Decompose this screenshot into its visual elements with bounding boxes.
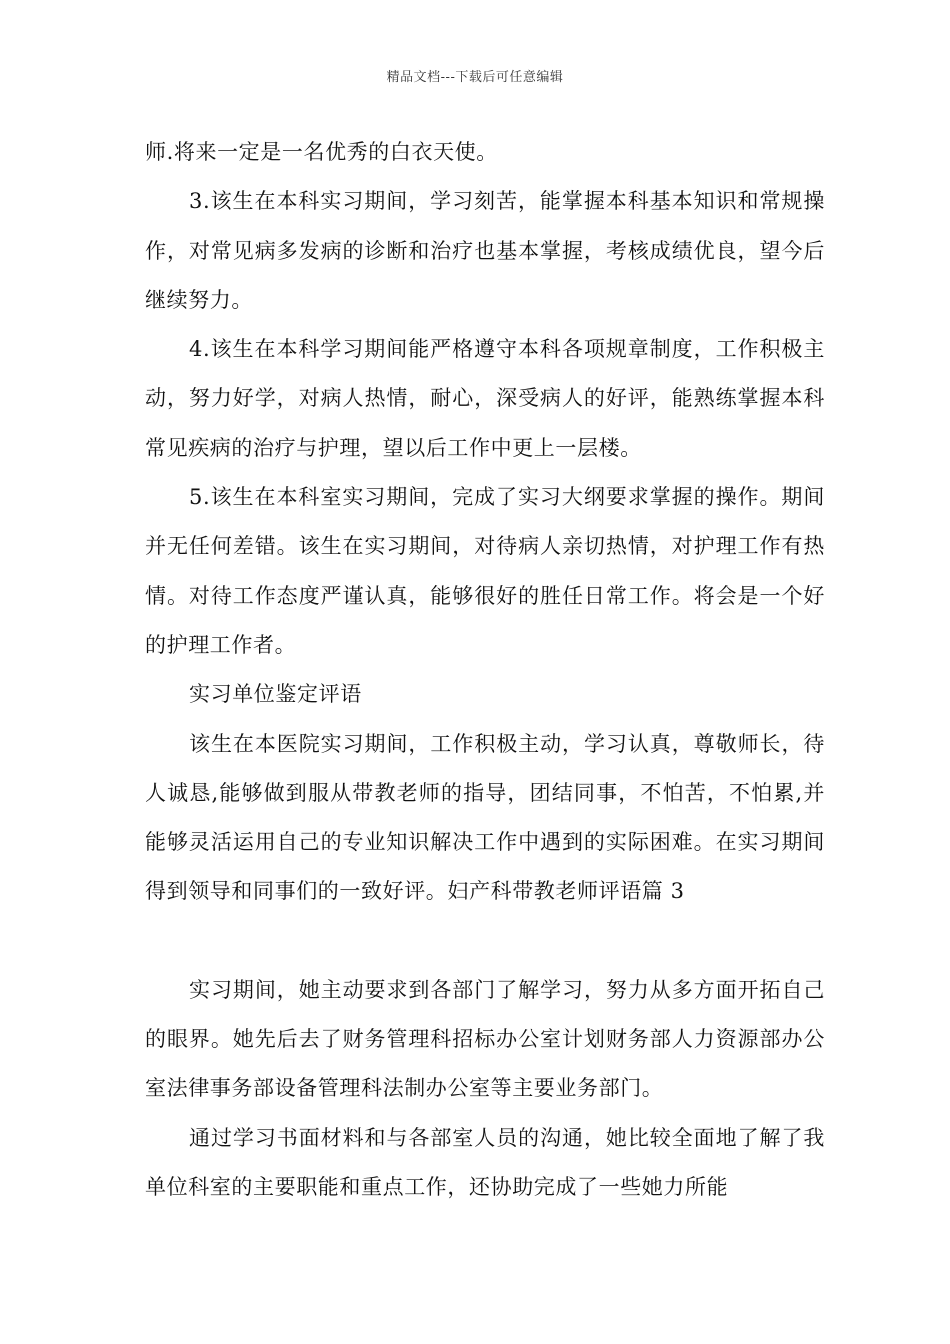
paragraph-comment-4: 4.该生在本科学习期间能严格遵守本科各项规章制度，工作积极主动，努力好学，对病人热情，耐心，深受病人的好评，能熟练掌握本科常见疾病的治疗与护理，望以后工作中更上一层楼。 xyxy=(145,337,825,460)
document-body xyxy=(145,128,825,1212)
section-heading: 实习单位鉴定评语 xyxy=(189,682,362,707)
blank-line xyxy=(145,917,825,966)
paragraph-comment-3: 3.该生在本科实习期间，学习刻苦，能掌握本科基本知识和常规操作，对常见病多发病的诊断和治疗也基本掌握，考核成绩优良，望今后继续努力。 xyxy=(145,189,825,312)
paragraph-unit-evaluation: 该生在本医院实习期间，工作积极主动，学习认真，尊敬师长，待人诚恳,能够做到服从带教老师的指导，团结同事，不怕苦，不怕累,并能够灵活运用自己的专业知识解决工作中遇到的实际困难。在实习期间得到领导和同事们的一致好评。妇产科带教老师评语篇 3 xyxy=(145,731,825,904)
paragraph-internship-learning: 通过学习书面材料和与各部室人员的沟通，她比较全面地了解了我单位科室的主要职能和重点工作，还协助完成了一些她力所能 xyxy=(145,1125,825,1199)
document-header: 精品文档---下载后可任意编辑 xyxy=(386,70,564,85)
paragraph-internship-departments: 实习期间，她主动要求到各部门了解学习，努力从多方面开拓自己的眼界。她先后去了财务管理科招标办公室计划财务部人力资源部办公室法律事务部设备管理科法制办公室等主要业务部门。 xyxy=(145,977,825,1101)
paragraph-comment-5: 5.该生在本科室实习期间，完成了实习大纲要求掌握的操作。期间并无任何差错。该生在实习期间，对待病人亲切热情，对护理工作有热情。对待工作态度严谨认真，能够很好的胜任日常工作。将会是一个好的护理工作者。 xyxy=(145,485,825,657)
paragraph-continuation: 师.将来一定是一名优秀的白衣天使。 xyxy=(145,140,498,164)
